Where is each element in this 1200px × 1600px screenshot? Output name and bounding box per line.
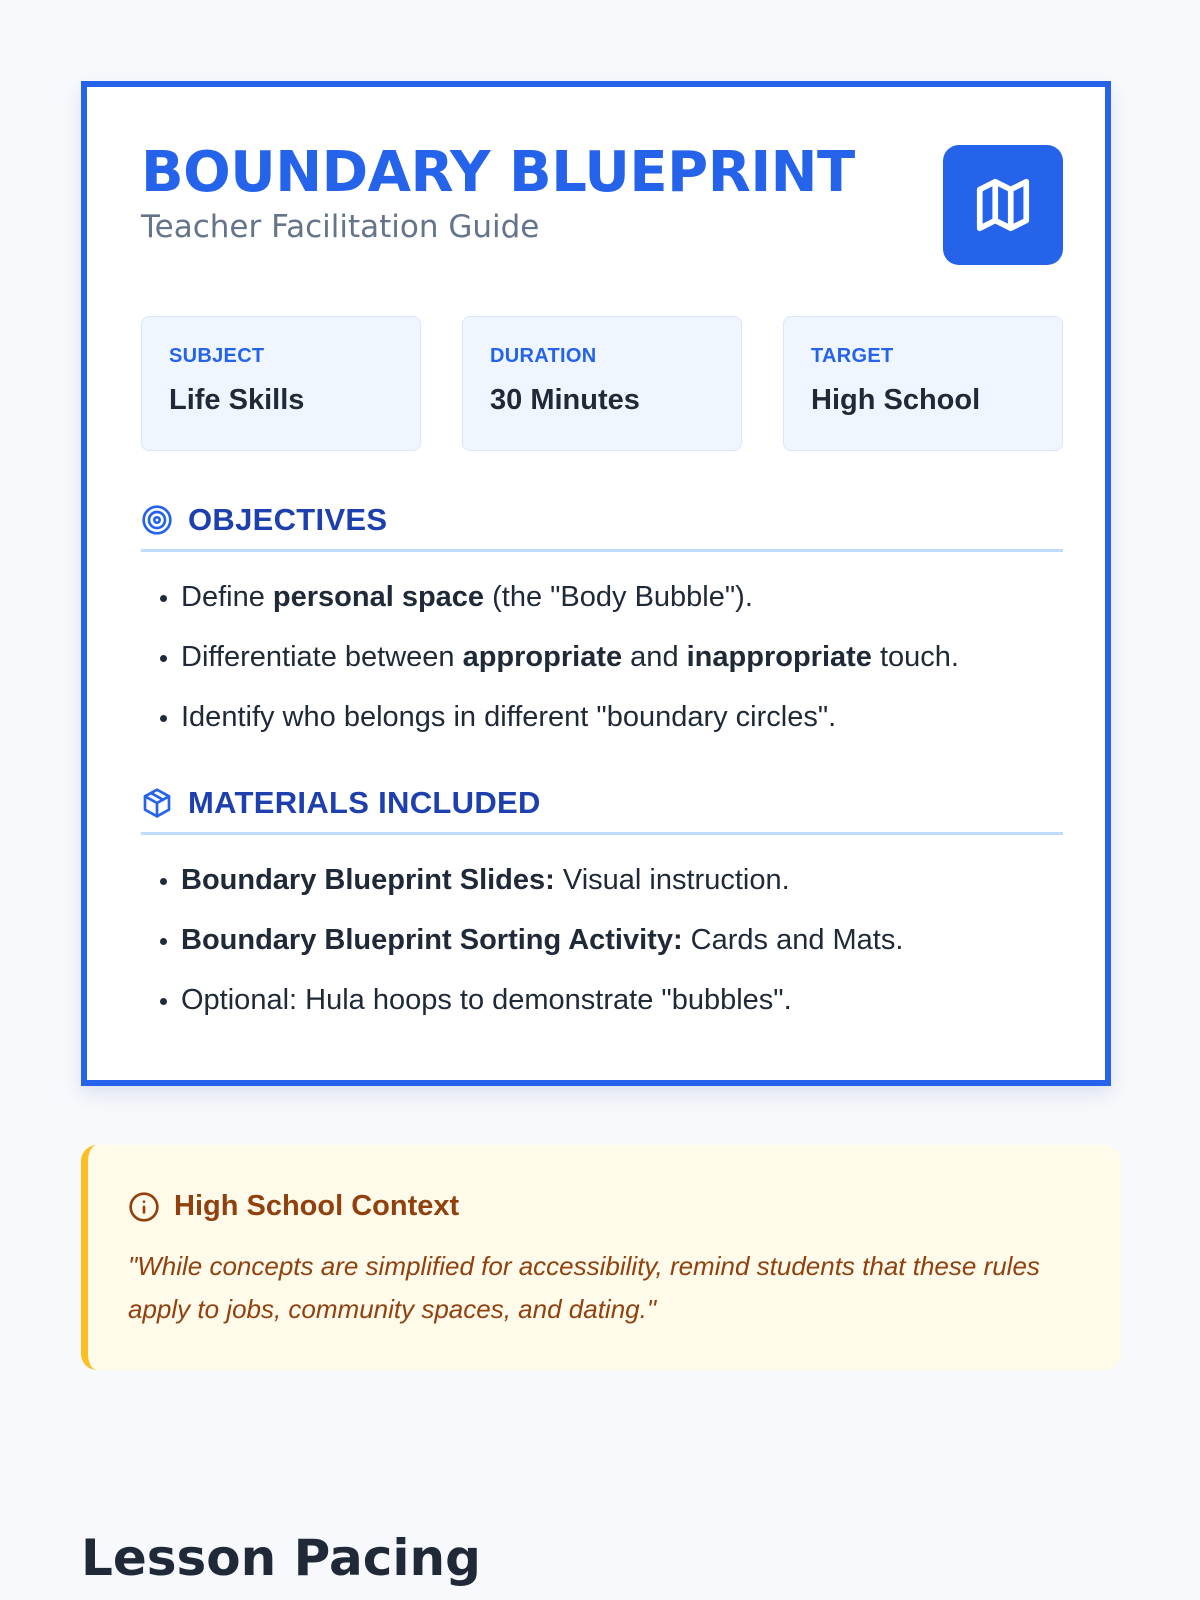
context-note-title: High School Context — [174, 1190, 460, 1222]
meta-target — [783, 316, 1063, 451]
lesson-pacing-heading: Lesson Pacing — [81, 1529, 481, 1587]
map-icon-badge — [943, 145, 1063, 265]
info-icon — [128, 1191, 160, 1223]
objectives-heading — [141, 500, 1063, 552]
objectives-list — [141, 575, 1061, 755]
meta-value: Life Skills — [169, 384, 305, 416]
meta-label: DURATION — [490, 345, 597, 367]
meta-label: SUBJECT — [169, 345, 265, 367]
list-item: • Optional: Hula hoops to demonstrate "bubbles". — [181, 978, 1061, 1038]
objectives-heading-text: OBJECTIVES — [188, 502, 388, 537]
materials-list — [141, 858, 1061, 1038]
map-icon — [972, 174, 1034, 236]
page-title: BOUNDARY BLUEPRINT — [141, 140, 855, 205]
context-note-body: "While concepts are simplified for accessibility, remind students that these rules apply to jobs, community spaces, and dating." — [128, 1251, 1040, 1324]
list-item: • Differentiate between appropriate and inappropriate touch. — [181, 635, 1061, 695]
context-note — [81, 1145, 1121, 1370]
package-icon — [141, 787, 173, 819]
lesson-overview-card — [81, 81, 1111, 1086]
meta-duration — [462, 316, 742, 451]
list-item: • Boundary Blueprint Slides: Visual instruction. — [181, 858, 1061, 918]
list-item: • Boundary Blueprint Sorting Activity: Cards and Mats. — [181, 918, 1061, 978]
meta-value: 30 Minutes — [490, 384, 640, 416]
meta-subject — [141, 316, 421, 451]
meta-value: High School — [811, 384, 981, 416]
materials-heading — [141, 783, 1063, 835]
context-note-header — [128, 1190, 1121, 1223]
list-item: • Define personal space (the "Body Bubble"). — [181, 575, 1061, 635]
materials-heading-text: MATERIALS INCLUDED — [188, 785, 541, 820]
page-subtitle: Teacher Facilitation Guide — [141, 209, 540, 245]
target-icon — [141, 504, 173, 536]
meta-label: TARGET — [811, 345, 894, 367]
list-item: • Identify who belongs in different "boundary circles". — [181, 695, 1061, 755]
